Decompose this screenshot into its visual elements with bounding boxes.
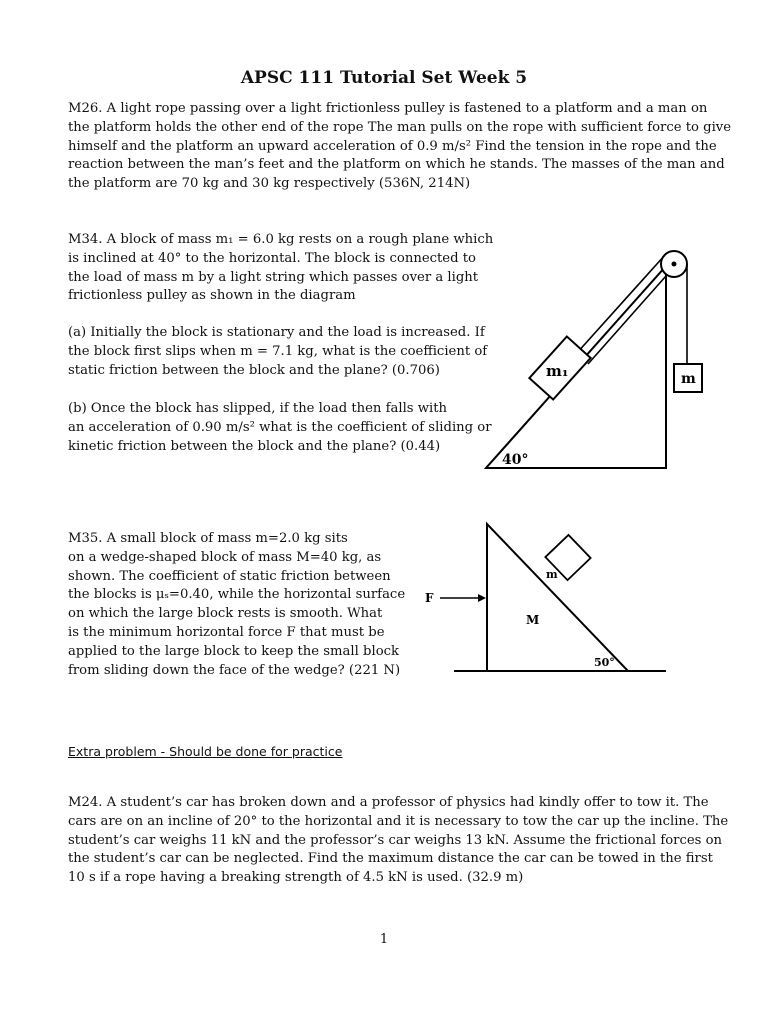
- m34-b-line: an acceleration of 0.90 m/s² what is the coefficient of sliding or: [68, 419, 492, 435]
- string-to-pulley-lower: [588, 276, 666, 364]
- small-block-label: m: [546, 568, 558, 581]
- m24-line: student’s car weighs 11 kN and the professor’s car weighs 13 kN. Assume the frictional forces on: [68, 832, 723, 848]
- m26-line: the platform are 70 kg and 30 kg respectively (536N, 214N): [68, 176, 471, 192]
- wedge-label: M: [526, 613, 540, 627]
- m34-line: M34. A block of mass m₁ = 6.0 kg rests on a rough plane which: [68, 232, 494, 247]
- force-label: F: [425, 591, 434, 605]
- m35-line: on a wedge-shaped block of mass M=40 kg, as: [68, 549, 382, 565]
- force-arrowhead: [478, 594, 486, 602]
- m26-line: himself and the platform an upward acceleration of 0.9 m/s² Find the tension in the rope and the: [68, 138, 717, 154]
- m34-a-line: the block first slips when m = 7.1 kg, what is the coefficient of: [68, 343, 488, 359]
- m24-line: the student’s car can be neglected. Find the maximum distance the car can be towed in the first: [68, 851, 713, 867]
- problem-m35: [68, 530, 406, 680]
- m35-line: from sliding down the face of the wedge? (221 N): [68, 662, 401, 678]
- m35-line: on which the large block rests is smooth. What: [68, 606, 383, 622]
- wedge-diagram: [420, 518, 670, 680]
- wedge-angle-label: 50°: [594, 656, 615, 669]
- m24-line: 10 s if a rope having a breaking strength of 4.5 kN is used. (32.9 m): [68, 870, 524, 886]
- m34-b-line: kinetic friction between the block and the plane? (0.44): [68, 438, 441, 454]
- m35-line: is the minimum horizontal force F that must be: [68, 624, 385, 640]
- incline-pulley-diagram: [480, 236, 710, 476]
- m35-line: M35. A small block of mass m=2.0 kg sits: [68, 531, 348, 546]
- m24-line: M24. A student’s car has broken down and a professor of physics had kindly offer to tow it. The: [68, 795, 709, 810]
- problem-m34-part-b: [68, 400, 492, 456]
- load-m-label: m: [681, 371, 696, 387]
- page-title: APSC 111 Tutorial Set Week 5: [240, 68, 528, 88]
- m34-a-line: (a) Initially the block is stationary and the load is increased. If: [68, 325, 485, 340]
- problem-m26: [68, 100, 732, 194]
- m34-line: frictionless pulley as shown in the diagram: [68, 288, 356, 304]
- m34-b-line: (b) Once the block has slipped, if the load then falls with: [68, 401, 448, 416]
- m24-line: cars are on an incline of 20° to the horizontal and it is necessary to tow the car up the incline. The: [68, 813, 729, 829]
- m26-line: M26. A light rope passing over a light frictionless pulley is fastened to a platform and a man on: [68, 101, 708, 116]
- string-to-pulley: [576, 255, 665, 354]
- m35-line: the blocks is μₛ=0.40, while the horizontal surface: [68, 587, 406, 603]
- m34-line: the load of mass m by a light string which passes over a light: [68, 269, 479, 285]
- m26-line: the platform holds the other end of the rope The man pulls on the rope with sufficient force to give: [68, 119, 732, 135]
- incline-angle-label: 40°: [502, 452, 529, 468]
- problem-m34-part-a: [68, 324, 488, 380]
- m35-line: shown. The coefficient of static friction between: [68, 568, 391, 584]
- block-m1-label: m₁: [546, 362, 569, 380]
- m34-line: is inclined at 40° to the horizontal. The block is connected to: [68, 250, 476, 266]
- m35-line: applied to the large block to keep the small block: [68, 643, 400, 659]
- problem-m24: [68, 794, 729, 888]
- page-number: 1: [379, 932, 389, 947]
- extra-problem-heading: Extra problem - Should be done for practice: [68, 744, 343, 759]
- m34-a-line: static friction between the block and the plane? (0.706): [68, 362, 440, 378]
- m26-line: reaction between the man’s feet and the platform on which he stands. The masses of the man and: [68, 157, 725, 173]
- pulley-axle: [672, 262, 677, 267]
- problem-m34-intro: [68, 231, 494, 306]
